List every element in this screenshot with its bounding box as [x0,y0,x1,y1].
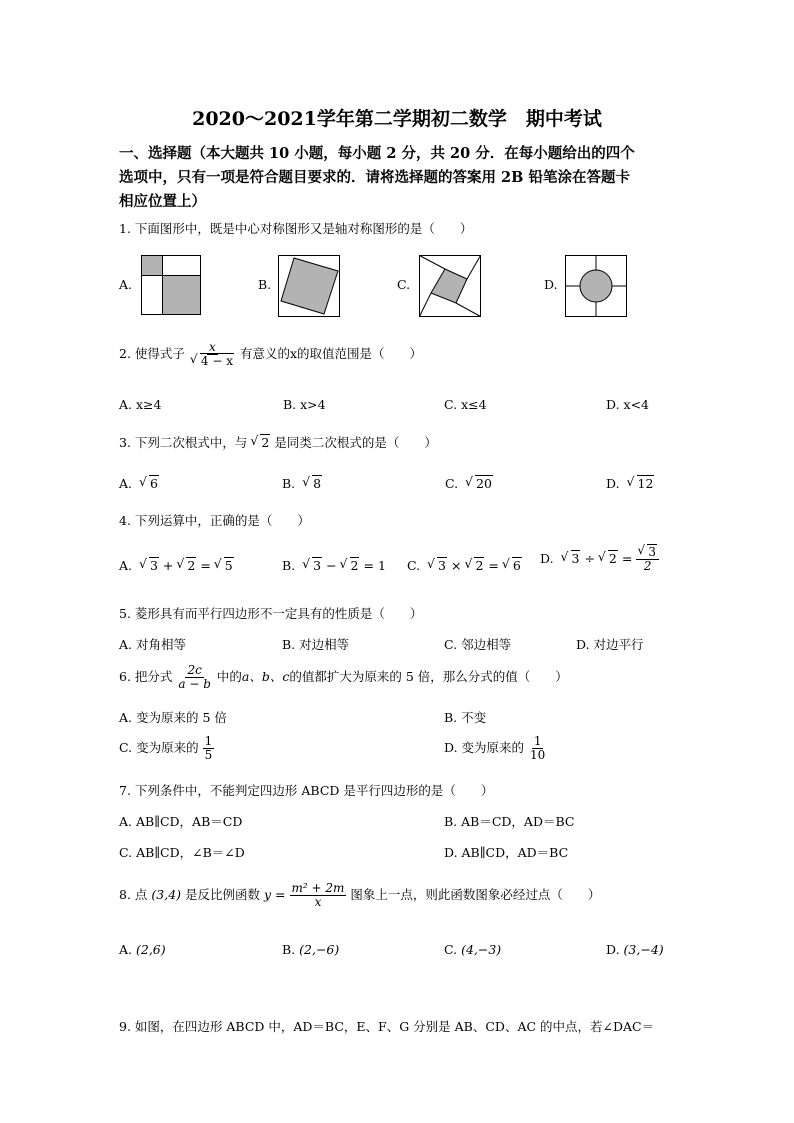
q6-option-b: B. 不变 [444,710,487,725]
q4-label-a: A. [119,558,133,573]
q3-option-c [445,476,493,491]
q8-stem [119,882,600,909]
q3-rad-b: 8 [313,476,322,491]
q6-stem [119,664,568,691]
q8-label-a: A. [119,942,133,957]
q2-post-text: 有意义的x的取值范围是（ ） [239,346,423,362]
q2-pre-text: 2. 使得式子 [119,346,185,362]
q1-label-c: C. [397,277,411,292]
q5-option-d: D. 对边平行 [576,637,644,652]
q6-post1-text: 中的 [216,669,242,685]
q1-label-b: B. [258,277,272,292]
q4-a-term1: 3 [149,558,158,573]
q5-option-b: B. 对边相等 [282,637,350,652]
q9-stem: 9. 如图，在四边形 ABCD 中，AD＝BC，E、F、G 分别是 AB、CD、AC 的中点，若∠DAC＝ [119,1019,655,1034]
q4-stem: 4. 下列运算中，正确的是（ ） [119,513,310,528]
q2-stem [119,341,422,368]
q5-option-a: A. 对角相等 [119,637,186,652]
q7-option-c: C. AB∥CD，∠B＝∠D [119,845,245,860]
q4-a-result: 5 [224,558,233,573]
q6-fraction [176,664,213,691]
q1-label-d: D. [544,277,558,292]
q8-mid-text: 是反比例函数 [185,887,261,903]
q4-d-term1: 3 [571,551,580,567]
q2-option-a: A. x≥4 [119,397,162,412]
q2-fraction [189,341,236,368]
q6-option-d-num: 1 [533,734,542,748]
q4-option-d [540,546,659,573]
q7-option-a: A. AB∥CD，AB＝CD [119,814,243,829]
q2-option-c: C. x≤4 [444,397,487,412]
q6-fraction-num: 2c [187,663,202,677]
q4-c-term1: 3 [438,558,446,573]
q3-option-b [282,476,322,491]
q4-a-op: + [162,558,174,573]
q8-fraction [290,882,347,909]
q6-option-c-text: C. 变为原来的 [119,740,199,756]
q8-fraction-den: x [314,895,322,910]
q6-option-d [444,735,547,762]
q6-option-c-num: 1 [204,734,213,748]
q7-stem: 7. 下列条件中，不能判定四边形 ABCD 是平行四边形的是（ ） [119,783,494,798]
section-heading-line3: 相应位置上） [119,193,206,210]
q4-d-eq: = [621,551,633,567]
q8-option-b [282,942,339,957]
q7-option-b: B. AB＝CD，AD＝BC [444,814,575,829]
q2-fraction-den: 4 − x [200,354,233,369]
q3-option-a [119,476,159,491]
q4-c-eq: = [488,558,499,573]
q3-post-text: 是同类二次根式的是（ ） [274,435,437,450]
q1-figure-b [278,255,340,317]
q4-b-term1: 3 [313,558,322,573]
q3-rad-d: 12 [637,476,654,491]
q3-label-a: A. [119,476,133,491]
q4-d-fraction [636,546,659,573]
q6-vars: a、b、c [241,669,290,685]
q8-point: (3,4) [151,887,182,903]
q4-option-a [119,558,234,573]
page-title: 2020～2021学年第二学期初二数学 期中考试 [192,108,602,130]
q8-point-c: (4,−3) [461,942,502,957]
q3-rad-c: 20 [476,476,492,491]
q3-label-c: C. [445,476,459,491]
q8-label-b: B. [282,942,296,957]
q4-b-result: 1 [377,558,386,573]
q1-figure-d [565,255,627,317]
q6-option-a: A. 变为原来的 5 倍 [119,710,227,725]
q8-option-c [444,942,501,957]
q4-d-num: 3 [648,545,656,559]
q6-option-c-fraction [203,735,215,762]
q6-option-c-den: 5 [204,748,213,763]
q8-point-a: (2,6) [136,942,166,957]
q2-option-d: D. x<4 [606,397,649,412]
q4-label-c: C. [407,558,421,573]
q8-point-b: (2,−6) [299,942,340,957]
q3-rad-a: 6 [149,476,158,491]
q8-point-d: (3,−4) [623,942,664,957]
q6-option-d-den: 10 [530,748,546,763]
q4-d-den: 2 [643,559,652,574]
q2-option-b: B. x>4 [283,397,326,412]
q4-d-op: ÷ [584,551,595,567]
q6-option-c [119,735,214,762]
q5-stem: 5. 菱形具有而平行四边形不一定具有的性质是（ ） [119,606,423,621]
q8-fraction-num: m² + 2m [291,881,345,895]
section-heading-line1: 一、选择题（本大题共 10 小题，每小题 2 分，共 20 分．在每小题给出的四个 [119,145,635,162]
q4-a-eq: = [200,558,211,573]
q4-option-c [407,558,522,573]
q1-stem: 1. 下面图形中，既是中心对称图形又是轴对称图形的是（ ） [119,221,473,236]
q1-figure-c [419,255,481,317]
q4-label-d: D. [540,551,554,567]
q3-label-b: B. [282,476,296,491]
q3-label-d: D. [606,476,620,491]
q8-label-d: D. [606,942,620,957]
section-heading-line2: 选项中，只有一项是符合题目要求的．请将选择题的答案用 2B 铅笔涂在答题卡 [119,169,630,186]
q7-option-d: D. AB∥CD，AD＝BC [444,845,569,860]
q4-d-term2: 2 [608,551,617,567]
q3-option-d [606,476,654,491]
q4-b-op: − [326,558,337,573]
q6-post2-text: 的值都扩大为原来的 5 倍，那么分式的值（ ） [289,669,568,685]
q5-option-c: C. 邻边相等 [444,637,512,652]
q8-fn-lhs: y = [264,887,286,903]
q3-pre-text: 3. 下列二次根式中，与 [119,435,248,450]
q3-radicand: 2 [261,435,270,450]
q6-fraction-den: a − b [178,677,211,692]
q6-option-d-fraction [528,735,547,762]
q8-pre-text: 8. 点 [119,887,148,903]
q8-option-a [119,942,166,957]
q1-figure-a [141,255,201,315]
q6-option-d-text: D. 变为原来的 [444,740,525,756]
q4-label-b: B. [282,558,296,573]
q4-b-eq: = [363,558,374,573]
q6-pre-text: 6. 把分式 [119,669,173,685]
q3-stem [119,433,437,451]
q8-post-text: 图象上一点，则此函数图象必经过点（ ） [350,887,601,903]
q8-label-c: C. [444,942,458,957]
q4-option-b [282,558,386,573]
q1-label-a: A. [119,277,133,292]
q4-a-term2: 2 [187,558,196,573]
q2-fraction-num: x [209,340,216,354]
q4-b-term2: 2 [350,558,359,573]
q8-option-d [606,942,664,957]
q4-c-term2: 2 [475,558,484,573]
q4-c-result: 6 [512,558,521,573]
q4-c-op: × [450,558,462,573]
